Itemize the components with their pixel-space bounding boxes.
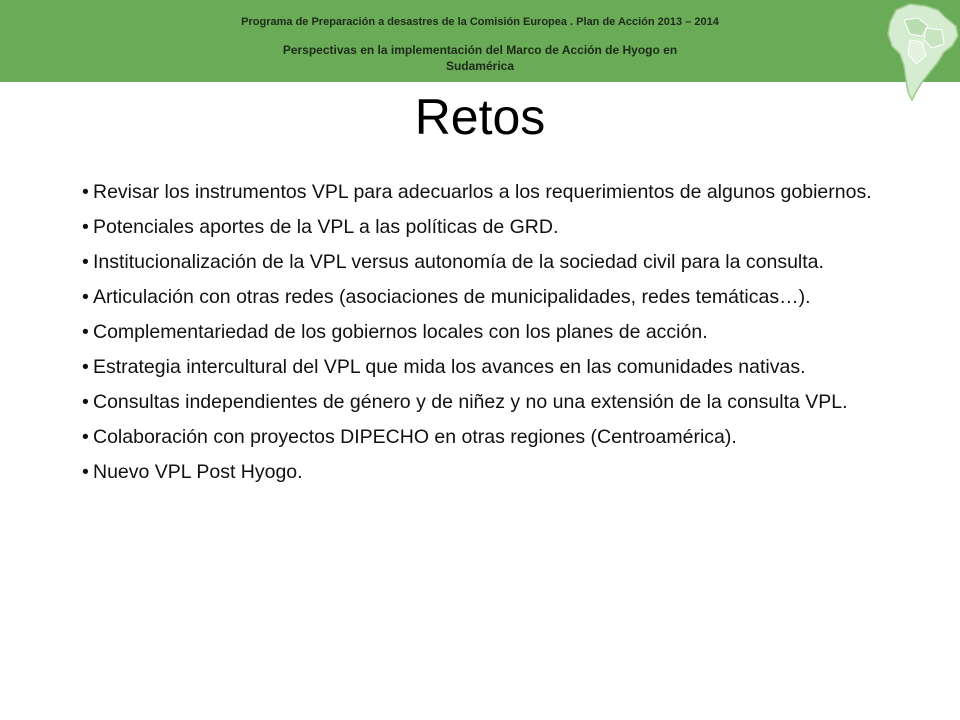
list-item: • Complementariedad de los gobiernos locales con los planes de acción.: [82, 319, 912, 346]
list-item: • Potenciales aportes de la VPL a las políticas de GRD.: [82, 214, 912, 241]
south-america-map-icon: [882, 0, 960, 102]
subtitle-line-2: Sudamérica: [445, 59, 515, 73]
list-item: • Revisar los instrumentos VPL para adecuarlos a los requerimientos de algunos gobiernos.: [82, 179, 912, 206]
list-item: • Articulación con otras redes (asociaciones de municipalidades, redes temáticas…).: [82, 284, 912, 311]
challenges-list: [82, 179, 912, 494]
slide-title: Retos: [414, 89, 546, 145]
list-item: • Nuevo VPL Post Hyogo.: [82, 459, 912, 486]
presentation-subtitle: [0, 42, 960, 74]
list-item: • Consultas independientes de género y de niñez y no una extensión de la consulta VPL.: [82, 389, 912, 416]
list-item: • Institucionalización de la VPL versus autonomía de la sociedad civil para la consulta.: [82, 249, 912, 276]
list-item: • Colaboración con proyectos DIPECHO en otras regiones (Centroamérica).: [82, 424, 912, 451]
subtitle-line-1: Perspectivas en la implementación del Marco de Acción de Hyogo en: [282, 43, 678, 57]
header-banner: [0, 0, 960, 82]
list-item: • Estrategia intercultural del VPL que mida los avances en las comunidades nativas.: [82, 354, 912, 381]
program-title: Programa de Preparación a desastres de la Comisión Europea . Plan de Acción 2013 – 2014: [241, 16, 719, 28]
